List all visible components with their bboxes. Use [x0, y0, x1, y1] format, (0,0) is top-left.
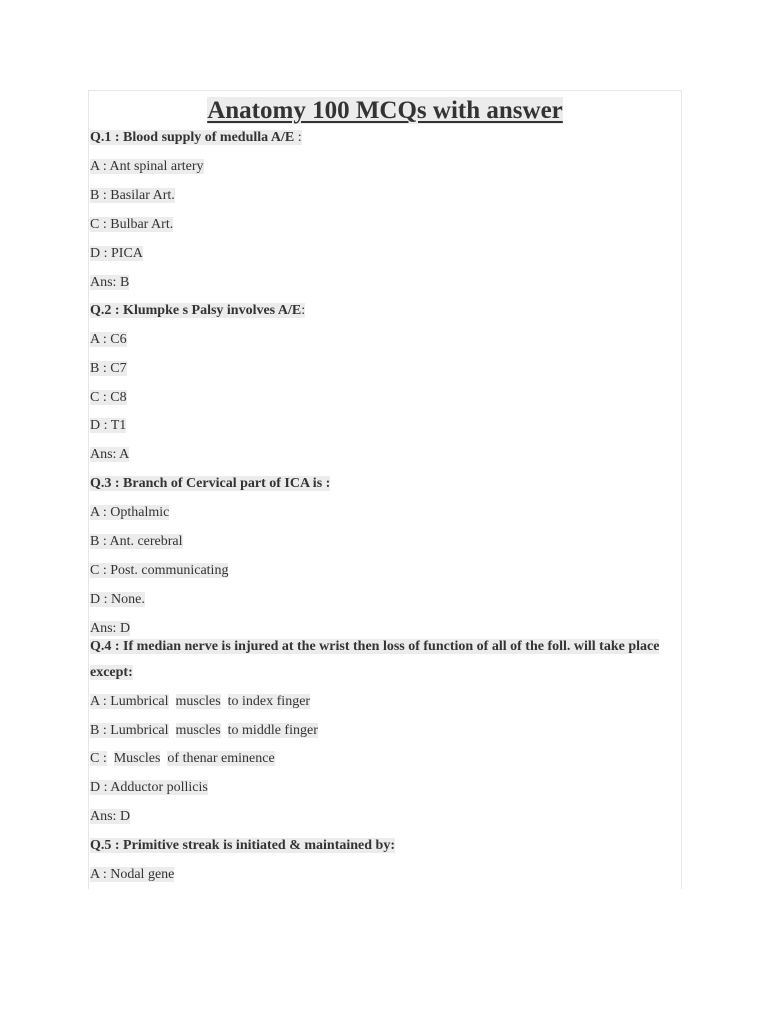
q2-option-c [90, 387, 127, 409]
question-3 [90, 473, 330, 495]
question-5 [90, 835, 395, 857]
q1-option-d [90, 243, 143, 265]
text-span: A : Opthalmic [90, 505, 170, 520]
text-span: C : C8 [90, 390, 127, 405]
q2-option-a [90, 329, 127, 351]
text-span: D : PICA [90, 246, 143, 261]
q1-option-b [90, 185, 175, 207]
q3-option-c [90, 560, 228, 582]
text-span: A : C6 [90, 332, 127, 347]
text-span: B : Basilar Art. [90, 188, 175, 203]
text-span: Ans: B [90, 275, 130, 290]
q2-option-b [90, 358, 127, 380]
q4-option-a [90, 691, 310, 713]
text-span: Anatomy 100 MCQs with answer [207, 97, 563, 124]
text-span: D : None. [90, 592, 145, 607]
text-span: C : Post. communicating [90, 563, 229, 578]
q4-option-b [90, 720, 318, 742]
text-span: D : Adductor pollicis [90, 780, 208, 795]
text-span: : [294, 130, 302, 145]
q1-answer [90, 272, 129, 294]
question-4 [90, 634, 670, 686]
q4-option-d [90, 777, 208, 799]
q4-option-c [90, 748, 275, 770]
q2-option-d [90, 415, 126, 437]
text-span: B : Lumbrical [90, 723, 169, 738]
text-span: : [301, 303, 306, 318]
text-span: Q.5 : Primitive streak is initiated & maintained by: [90, 838, 395, 853]
text-span: muscles [175, 694, 221, 709]
text-span: Ans: D [90, 621, 131, 636]
text-span: to middle finger [227, 723, 318, 738]
text-span: to index finger [227, 694, 311, 709]
document-title [89, 91, 681, 128]
text-span: A : Ant spinal artery [90, 159, 204, 174]
text-span: B : C7 [90, 361, 127, 376]
q2-answer [90, 444, 129, 466]
text-span: D : T1 [90, 418, 127, 433]
text-span: B : Ant. cerebral [90, 534, 183, 549]
q3-option-a [90, 502, 169, 524]
text-span: C : [90, 751, 107, 766]
text-span: Q.3 : Branch of Cervical part of ICA is : [90, 476, 331, 491]
document-page [88, 90, 682, 889]
question-1 [90, 127, 302, 149]
text-span: Q.2 : Klumpke s Palsy involves A/E [90, 303, 302, 318]
text-span: of thenar eminence [167, 751, 275, 766]
q4-answer [90, 806, 130, 828]
question-2 [90, 300, 305, 322]
text-span: A : Lumbrical [90, 694, 169, 709]
text-span: Q.4 : If median nerve is injured at the wrist then loss of function of all of the foll. will take place except: [90, 639, 660, 680]
q1-option-c [90, 214, 173, 236]
q3-option-d [90, 589, 145, 611]
text-span: Ans: A [90, 447, 130, 462]
q1-option-a [90, 156, 204, 178]
text-span: A : Nodal gene [90, 867, 175, 882]
text-span: Q.1 : Blood supply of medulla A/E [90, 130, 295, 145]
text-span: Muscles [113, 751, 161, 766]
q3-option-b [90, 531, 183, 553]
q5-option-a [90, 864, 174, 886]
text-span: Ans: D [90, 809, 131, 824]
text-span: C : Bulbar Art. [90, 217, 174, 232]
text-span: muscles [175, 723, 221, 738]
